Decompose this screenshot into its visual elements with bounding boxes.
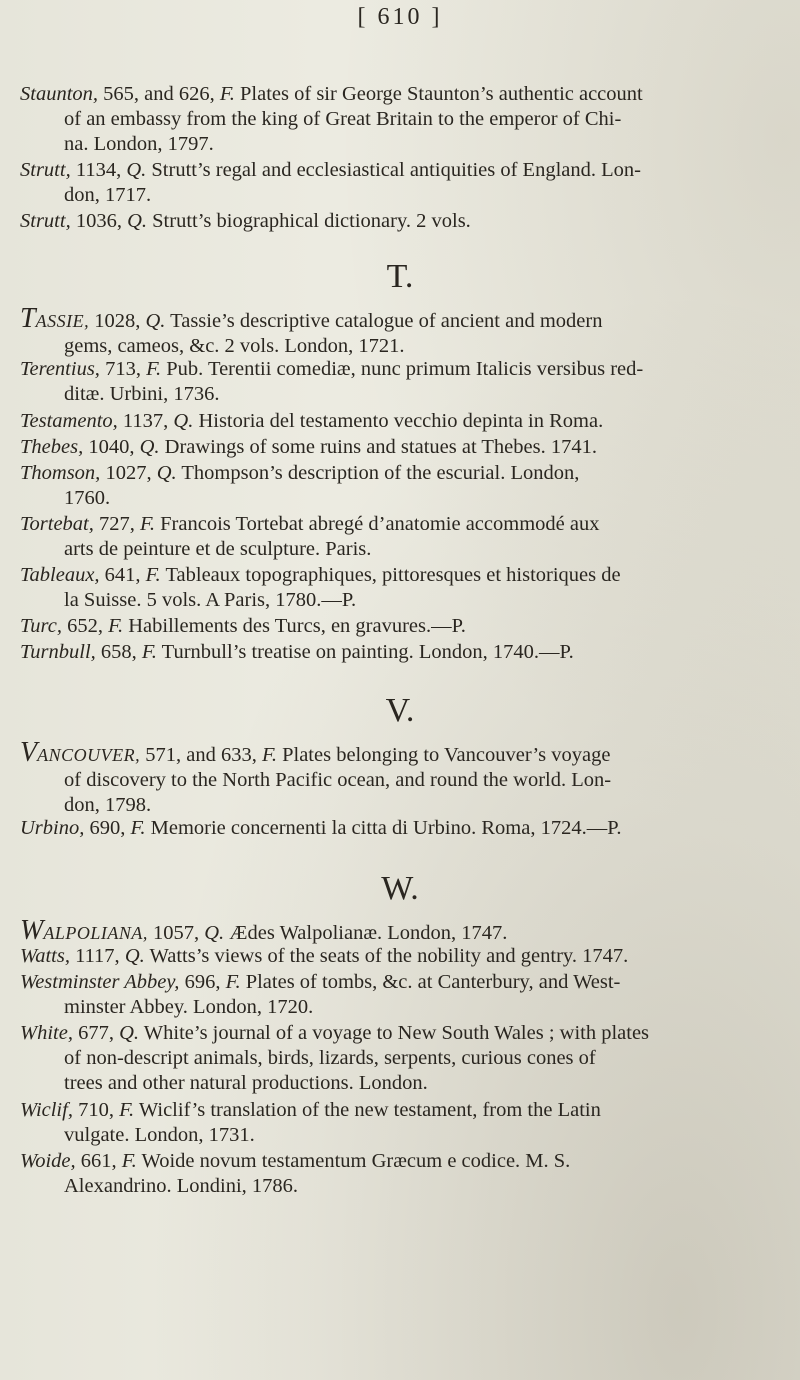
entry-westminster <box>20 970 790 1020</box>
entry-title: White’s journal of a voyage to New South Wales ; with plates <box>143 1022 650 1044</box>
entry-line: vulgate. London, 1731. <box>64 1124 255 1146</box>
entry-terentius <box>20 357 790 407</box>
entry-format: Q. <box>124 945 145 967</box>
entry-format: Q. <box>119 1022 140 1044</box>
entry-title: Tassie’s descriptive catalogue of ancient and modern <box>170 310 603 332</box>
entry-head: Testamento, <box>20 410 118 432</box>
entry-ref: 1137, <box>122 410 169 432</box>
entry-head: Turc, <box>20 615 62 637</box>
entry-head: Turnbull, <box>20 641 96 663</box>
entry-head: Staunton, <box>20 83 99 105</box>
entry-strutt-biographical <box>20 209 790 234</box>
entry-title: Historia del testamento vecchio depinta in Roma. <box>198 410 604 432</box>
entry-format: Q. <box>139 436 160 458</box>
entry-title: Plates of tombs, &c. at Canterbury, and West- <box>245 971 621 993</box>
entry-head: ALPOLIANA, <box>43 923 148 943</box>
entry-tortebat <box>20 512 790 562</box>
entry-ref: 1027, <box>105 462 152 484</box>
entry-head: Terentius, <box>20 358 100 380</box>
section-letter-t: T. <box>386 258 414 295</box>
entry-head: Watts, <box>20 945 70 967</box>
entry-head: Strutt, <box>20 159 71 181</box>
entry-line: Alexandrino. Londini, 1786. <box>64 1175 299 1197</box>
entry-ref: 652, <box>67 615 103 637</box>
entry-line: don, 1798. <box>64 794 152 816</box>
entry-watts <box>20 944 790 969</box>
entry-head: Wiclif, <box>20 1099 73 1121</box>
entry-head: Thebes, <box>20 436 84 458</box>
entry-line: gems, cameos, &c. 2 vols. London, 1721. <box>64 335 405 357</box>
entry-format: F. <box>145 564 161 586</box>
entry-head: White, <box>20 1022 73 1044</box>
entry-woide <box>20 1149 790 1199</box>
entry-format: F. <box>140 513 156 535</box>
entry-thomson <box>20 461 790 511</box>
entry-white <box>20 1021 790 1096</box>
entry-format: Q. <box>156 462 177 484</box>
entry-title: Thompson’s description of the escurial. London, <box>181 462 580 484</box>
entry-wiclif <box>20 1098 790 1148</box>
entry-format: Q. <box>126 159 147 181</box>
entry-format: F. <box>225 971 241 993</box>
drop-initial: W <box>20 915 44 946</box>
entry-format: F. <box>130 817 146 839</box>
entry-ref: 565, and 626, <box>103 83 215 105</box>
entry-ref: 1057, <box>152 922 200 944</box>
drop-initial: T <box>20 303 36 334</box>
entry-ref: 571, and 633, <box>145 744 257 766</box>
entry-format: F. <box>119 1099 135 1121</box>
entry-ref: 641, <box>104 564 141 586</box>
entry-turnbull <box>20 640 790 665</box>
entry-format: F. <box>219 83 235 105</box>
entry-title: Pub. Terentii comediæ, nunc primum Italicis versibus red- <box>166 358 644 380</box>
entry-line: of discovery to the North Pacific ocean, and round the world. Lon- <box>64 769 612 791</box>
entry-title: Watts’s views of the seats of the nobility and gentry. 1747. <box>149 945 629 967</box>
entry-format: Q. <box>204 922 225 944</box>
entry-format: F. <box>146 358 162 380</box>
entry-ref: 696, <box>184 971 221 993</box>
entry-title: Wiclif’s translation of the new testament, from the Latin <box>138 1099 601 1121</box>
section-letter-v: V. <box>385 692 415 729</box>
entry-title: Strutt’s biographical dictionary. 2 vols. <box>152 210 471 232</box>
entry-ref: 727, <box>99 513 135 535</box>
entry-ref: 658, <box>100 641 137 663</box>
entry-ref: 1117, <box>75 945 120 967</box>
section-letter-w: W. <box>381 870 419 907</box>
entry-format: F. <box>108 615 124 637</box>
entry-title: Memorie concernenti la citta di Urbino. Roma, 1724.—P. <box>150 817 622 839</box>
entry-line: of an embassy from the king of Great Britain to the emperor of Chi- <box>64 108 622 130</box>
entry-line: minster Abbey. London, 1720. <box>64 996 314 1018</box>
entry-turc <box>20 614 790 639</box>
entry-line: arts de peinture et de sculpture. Paris. <box>64 538 372 560</box>
entry-strutt-regal <box>20 158 790 208</box>
entry-ref: 710, <box>78 1099 114 1121</box>
entry-format: Q. <box>145 310 166 332</box>
entry-head: Woide, <box>20 1150 76 1172</box>
entry-head: ASSIE, <box>35 311 90 331</box>
entry-head: Urbino, <box>20 817 85 839</box>
entry-vancouver <box>20 737 790 818</box>
entry-title: Ædes Walpolianæ. London, 1747. <box>229 922 508 944</box>
entry-ref: 677, <box>78 1022 114 1044</box>
entry-head: Tortebat, <box>20 513 94 535</box>
entry-line: la Suisse. 5 vols. A Paris, 1780.—P. <box>64 589 357 611</box>
entry-ref: 1036, <box>75 210 122 232</box>
entry-head: Westminster Abbey, <box>20 971 180 993</box>
entry-line: trees and other natural productions. London. <box>64 1072 428 1094</box>
entry-title: Strutt’s regal and ecclesiastical antiquities of England. Lon- <box>151 159 641 181</box>
entry-urbino <box>20 816 790 841</box>
entry-line: don, 1717. <box>64 184 152 206</box>
entry-title: Tableaux topographiques, pittoresques et historiques de <box>165 564 621 586</box>
entry-head: ANCOUVER, <box>37 745 141 765</box>
entry-line: ditæ. Urbini, 1736. <box>64 383 220 405</box>
entry-format: F. <box>121 1150 137 1172</box>
entry-line: 1760. <box>64 487 111 509</box>
entry-walpoliana <box>20 915 790 946</box>
entry-format: Q. <box>173 410 194 432</box>
entry-ref: 661, <box>80 1150 117 1172</box>
entry-title: Habillements des Turcs, en gravures.—P. <box>128 615 466 637</box>
entry-head: Strutt, <box>20 210 71 232</box>
entry-testamento <box>20 409 790 434</box>
entry-title: Woide novum testamentum Græcum e codice. M. S. <box>141 1150 571 1172</box>
entry-line: of non-descript animals, birds, lizards, serpents, curious cones of <box>64 1047 596 1069</box>
entry-format: F. <box>261 744 277 766</box>
entry-format: F. <box>141 641 157 663</box>
page-number: [ 610 ] <box>357 4 443 30</box>
entry-head: Tableaux, <box>20 564 100 586</box>
entry-format: Q. <box>127 210 148 232</box>
entry-staunton <box>20 82 790 157</box>
entry-head: Thomson, <box>20 462 101 484</box>
entry-title: Plates belonging to Vancouver’s voyage <box>282 744 611 766</box>
entry-title: Plates of sir George Staunton’s authentic account <box>240 83 643 105</box>
entry-ref: 1134, <box>75 159 122 181</box>
entry-title: Drawings of some ruins and statues at Thebes. 1741. <box>164 436 597 458</box>
entry-title: Francois Tortebat abregé d’anatomie accommodé aux <box>160 513 600 535</box>
entry-tableaux <box>20 563 790 613</box>
entry-thebes <box>20 435 790 460</box>
entry-ref: 713, <box>105 358 141 380</box>
entry-ref: 1040, <box>88 436 135 458</box>
entry-tassie <box>20 303 790 359</box>
entry-ref: 690, <box>89 817 126 839</box>
entry-line: na. London, 1797. <box>64 133 214 155</box>
drop-initial: V <box>20 737 38 768</box>
entry-title: Turnbull’s treatise on painting. London, 1740.—P. <box>161 641 574 663</box>
entry-ref: 1028, <box>94 310 141 332</box>
